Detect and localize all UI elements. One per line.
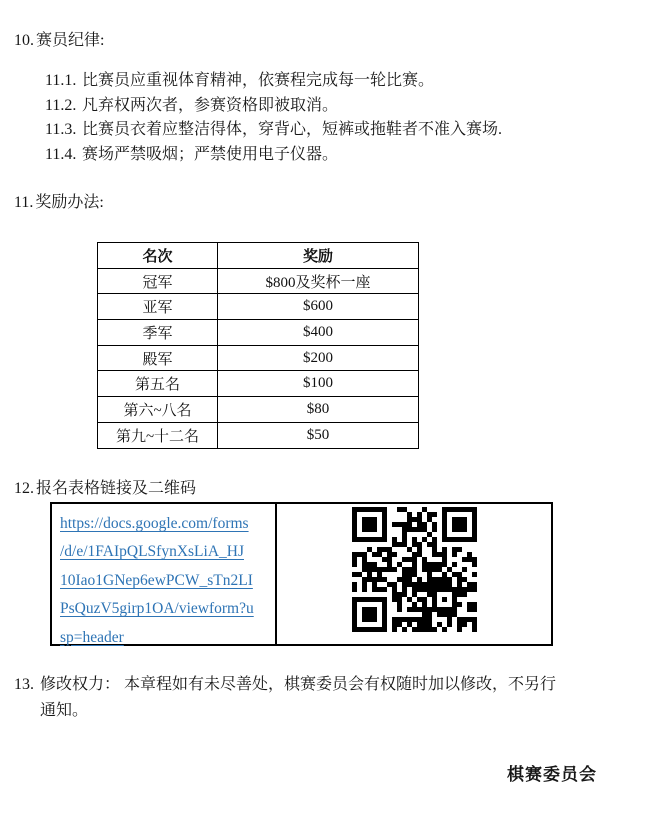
qr-cell [277, 504, 551, 644]
qr-code [352, 507, 477, 632]
item-number: 11.2. [45, 96, 77, 114]
table-cell: 冠军 [98, 268, 218, 294]
table-cell: 殿军 [98, 345, 218, 371]
table-row [98, 320, 419, 346]
section-number: 10. [14, 32, 34, 49]
table-cell: $600 [218, 294, 419, 320]
amendment-line1: 修改权力： 本章程如有未尽善处，棋赛委员会有权随时加以修改，不另行 [40, 676, 557, 693]
registration-link[interactable]: 10Iao1GNep6ewPCW_sTn2LI [60, 571, 253, 589]
awards-table-head [98, 243, 419, 269]
item-number: 11.4. [45, 145, 77, 163]
table-cell: 季军 [98, 320, 218, 346]
discipline-item [45, 69, 502, 94]
section-title: 报名表格链接及二维码 [36, 480, 197, 497]
table-cell: 第六~八名 [98, 397, 218, 423]
amendment-text [40, 672, 616, 724]
table-cell: $80 [218, 397, 419, 423]
table-row [98, 371, 419, 397]
registration-table [50, 502, 553, 646]
table-cell: $50 [218, 422, 419, 448]
section-number: 11. [14, 194, 34, 211]
item-text: 凡弃权两次者，参赛资格即被取消。 [82, 96, 339, 114]
registration-link[interactable]: https://docs.google.com/forms [60, 515, 249, 532]
link-cell [52, 504, 277, 644]
item-number: 11.3. [45, 121, 77, 139]
registration-link[interactable]: PsQuzV5girp1OA/viewform?u [60, 600, 254, 618]
table-row [98, 345, 419, 371]
discipline-list [45, 69, 502, 167]
section-heading-awards [14, 192, 104, 213]
table-row [98, 422, 419, 448]
awards-table-body [98, 268, 419, 448]
discipline-item [45, 118, 502, 143]
section-heading-registration [14, 478, 196, 499]
item-text: 比赛员应重视体育精神，依赛程完成每一轮比赛。 [82, 72, 435, 89]
table-cell: 第五名 [98, 371, 218, 397]
item-text: 赛场严禁吸烟；严禁使用电子仪器。 [82, 145, 339, 163]
item-text: 比赛员衣着应整洁得体，穿背心，短裤或拖鞋者不准入赛场. [82, 121, 503, 139]
signature: 棋赛委员会 [507, 765, 597, 784]
table-header-row [98, 243, 419, 269]
table-cell: $800及奖杯一座 [218, 268, 419, 294]
registration-link[interactable]: /d/e/1FAIpQLSfynXsLiA_HJ [60, 543, 244, 561]
section-title: 奖励办法: [35, 194, 104, 211]
registration-link[interactable]: sp=header [60, 628, 124, 646]
section-title: 赛员纪律: [36, 32, 105, 49]
table-cell: $200 [218, 345, 419, 371]
table-row [98, 397, 419, 423]
item-number: 11.1. [45, 72, 77, 89]
column-header: 名次 [98, 243, 218, 269]
discipline-item [45, 143, 502, 168]
table-cell: 亚军 [98, 294, 218, 320]
table-row [98, 294, 419, 320]
section-number: 12. [14, 480, 34, 497]
awards-table [97, 242, 419, 449]
section-number: 13. [14, 676, 34, 693]
discipline-item [45, 94, 502, 119]
section-heading-discipline [14, 30, 104, 51]
table-cell: 第九~十二名 [98, 422, 218, 448]
amendment-paragraph [14, 672, 616, 724]
column-header: 奖励 [218, 243, 419, 269]
amendment-line2: 通知。 [40, 702, 89, 719]
table-cell: $400 [218, 320, 419, 346]
table-row [98, 268, 419, 294]
table-cell: $100 [218, 371, 419, 397]
